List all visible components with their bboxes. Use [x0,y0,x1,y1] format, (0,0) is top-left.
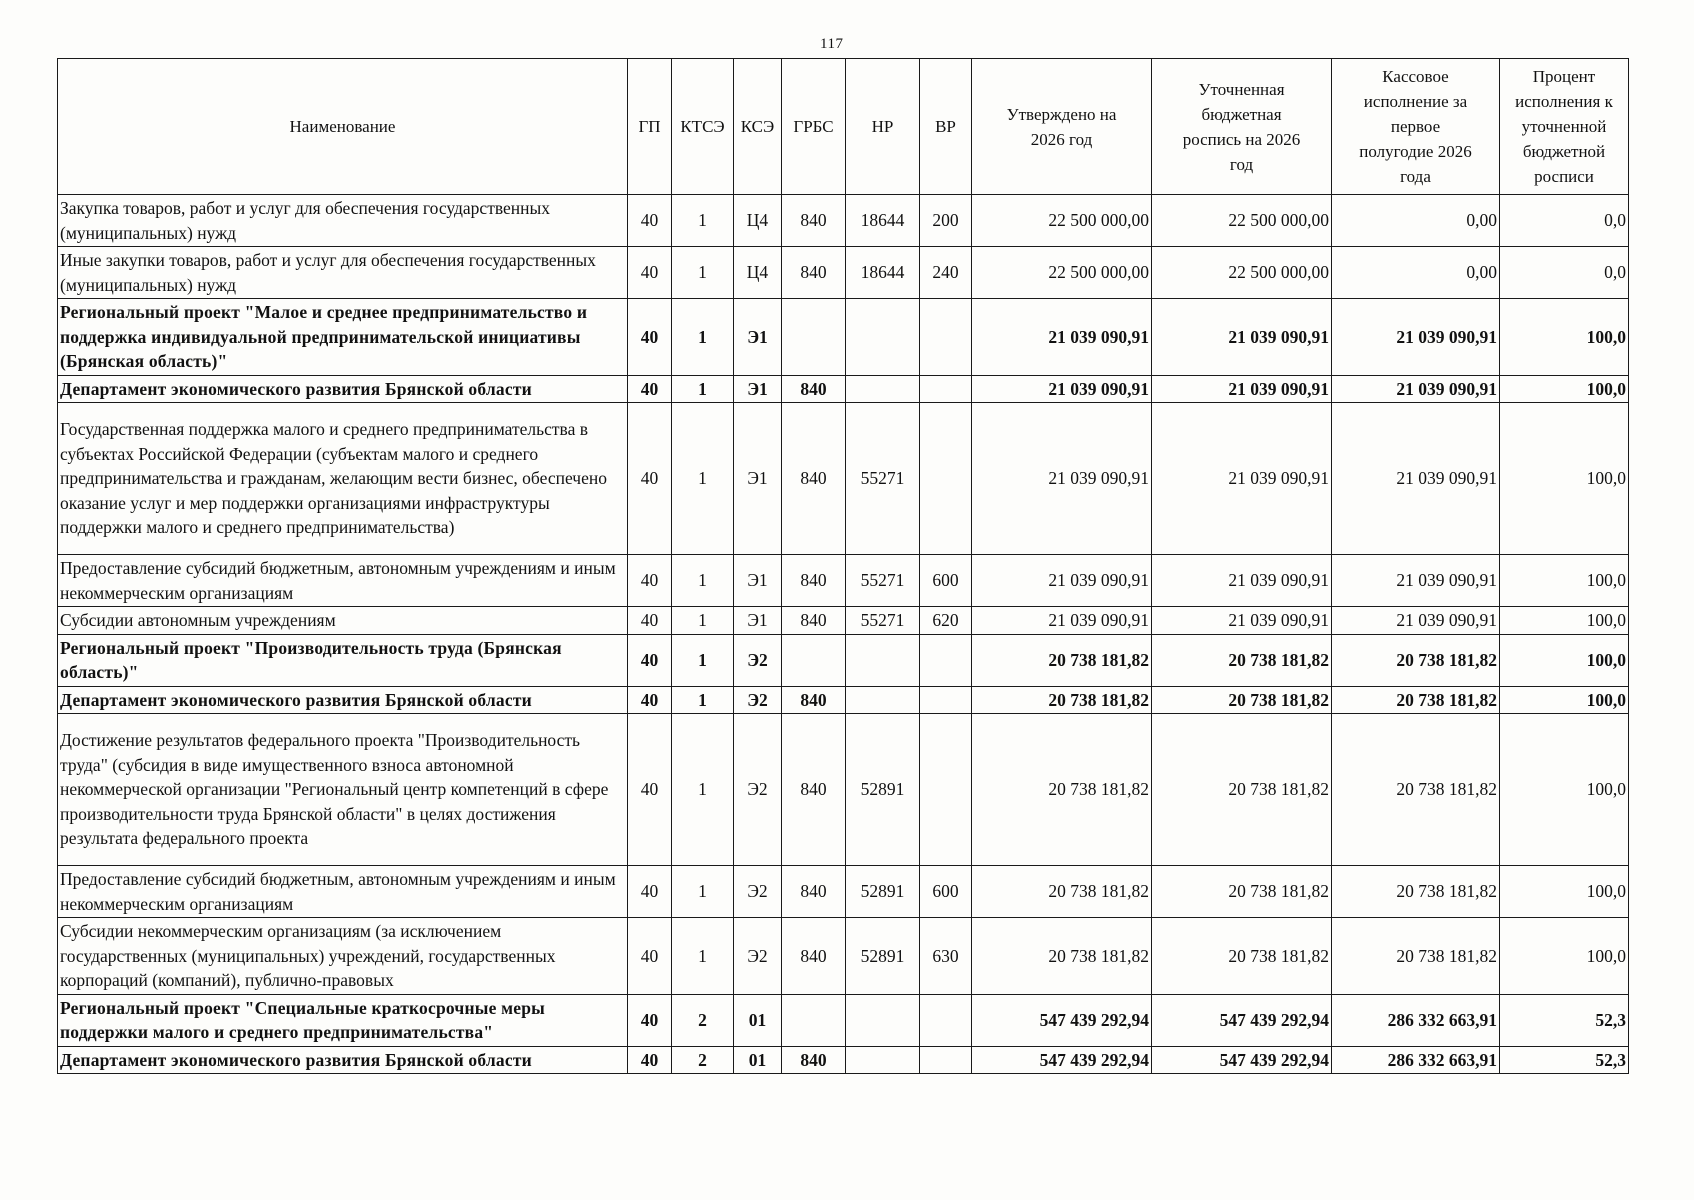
row-ktse: 1 [672,918,734,995]
row-gp: 40 [628,247,672,299]
row-ktse: 1 [672,247,734,299]
row-percent: 100,0 [1500,299,1629,376]
row-name: Закупка товаров, работ и услуг для обеспечения государственных (муниципальных) нужд [58,195,628,247]
row-grbs [782,299,846,376]
row-gp: 40 [628,686,672,714]
row-refined: 20 738 181,82 [1152,686,1332,714]
row-vr: 200 [920,195,972,247]
page-number: 117 [820,36,844,52]
row-percent: 100,0 [1500,686,1629,714]
row-kse: Э2 [734,634,782,686]
row-refined: 21 039 090,91 [1152,299,1332,376]
row-approved: 21 039 090,91 [972,375,1152,403]
row-refined: 22 500 000,00 [1152,195,1332,247]
row-grbs: 840 [782,607,846,635]
row-grbs [782,634,846,686]
row-refined: 21 039 090,91 [1152,403,1332,555]
row-approved: 20 738 181,82 [972,634,1152,686]
row-grbs: 840 [782,714,846,866]
row-cash: 20 738 181,82 [1332,686,1500,714]
table-row [58,994,1629,1046]
row-grbs: 840 [782,375,846,403]
table-row [58,607,1629,635]
row-ktse: 1 [672,195,734,247]
row-np: 18644 [846,195,920,247]
row-vr: 600 [920,555,972,607]
row-approved: 20 738 181,82 [972,918,1152,995]
row-np [846,299,920,376]
row-ktse: 1 [672,299,734,376]
row-grbs: 840 [782,403,846,555]
row-gp: 40 [628,195,672,247]
header-percent: Процент исполнения к уточненной бюджетной росписи [1500,59,1629,195]
row-np: 52891 [846,918,920,995]
row-grbs: 840 [782,866,846,918]
table-row [58,686,1629,714]
budget-execution-table [57,58,1629,1074]
row-cash: 0,00 [1332,247,1500,299]
row-vr: 630 [920,918,972,995]
row-kse: Э2 [734,714,782,866]
row-gp: 40 [628,918,672,995]
row-kse: Э2 [734,686,782,714]
row-vr [920,634,972,686]
table-row [58,247,1629,299]
row-kse: Э1 [734,555,782,607]
row-vr [920,299,972,376]
row-refined: 20 738 181,82 [1152,634,1332,686]
row-name: Государственная поддержка малого и среднего предпринимательства в субъектах Российской Федерации (субъектам малого и среднего предпринимательства и гражданам, желающим вести бизнес, обеспечено оказание услуг и мер поддержки организациями инфраструктуры поддержки малого и среднего предпринимательства) [58,403,628,555]
row-name: Департамент экономического развития Брянской области [58,375,628,403]
row-approved: 21 039 090,91 [972,607,1152,635]
header-ktse: КТСЭ [672,59,734,195]
row-percent: 100,0 [1500,714,1629,866]
row-kse: Ц4 [734,195,782,247]
row-grbs: 840 [782,195,846,247]
row-approved: 20 738 181,82 [972,714,1152,866]
row-approved: 20 738 181,82 [972,686,1152,714]
row-ktse: 1 [672,607,734,635]
row-vr: 600 [920,866,972,918]
row-cash: 21 039 090,91 [1332,555,1500,607]
row-ktse: 1 [672,555,734,607]
row-kse: 01 [734,994,782,1046]
row-percent: 100,0 [1500,918,1629,995]
row-cash: 20 738 181,82 [1332,918,1500,995]
row-percent: 100,0 [1500,634,1629,686]
row-kse: Ц4 [734,247,782,299]
table-row [58,555,1629,607]
header-kse: КСЭ [734,59,782,195]
row-grbs [782,994,846,1046]
header-cash: Кассовое исполнение за первое полугодие 2026 года [1332,59,1500,195]
row-np: 55271 [846,555,920,607]
row-vr [920,686,972,714]
row-np: 55271 [846,403,920,555]
row-ktse: 1 [672,375,734,403]
row-cash: 21 039 090,91 [1332,375,1500,403]
row-vr: 620 [920,607,972,635]
row-name: Иные закупки товаров, работ и услуг для обеспечения государственных (муниципальных) нужд [58,247,628,299]
table-row [58,403,1629,555]
row-percent: 100,0 [1500,403,1629,555]
row-approved: 547 439 292,94 [972,994,1152,1046]
row-refined: 20 738 181,82 [1152,714,1332,866]
row-ktse: 1 [672,714,734,866]
row-kse: Э2 [734,918,782,995]
row-approved: 21 039 090,91 [972,299,1152,376]
row-refined: 21 039 090,91 [1152,375,1332,403]
row-name: Департамент экономического развития Брянской области [58,686,628,714]
row-approved: 20 738 181,82 [972,866,1152,918]
row-gp: 40 [628,555,672,607]
row-cash: 21 039 090,91 [1332,403,1500,555]
row-percent: 0,0 [1500,247,1629,299]
row-np: 55271 [846,607,920,635]
row-ktse: 1 [672,403,734,555]
row-ktse: 1 [672,866,734,918]
row-refined: 547 439 292,94 [1152,994,1332,1046]
row-gp: 40 [628,994,672,1046]
header-approved: Утверждено на 2026 год [972,59,1152,195]
row-percent: 52,3 [1500,1046,1629,1074]
row-np [846,375,920,403]
table-body [58,195,1629,1074]
row-refined: 547 439 292,94 [1152,1046,1332,1074]
table-row [58,714,1629,866]
row-refined: 20 738 181,82 [1152,918,1332,995]
row-gp: 40 [628,299,672,376]
row-grbs: 840 [782,918,846,995]
table-row [58,375,1629,403]
row-np [846,686,920,714]
header-name: Наименование [58,59,628,195]
row-kse: Э1 [734,403,782,555]
row-np: 52891 [846,714,920,866]
row-kse: Э1 [734,607,782,635]
row-cash: 286 332 663,91 [1332,1046,1500,1074]
row-np: 18644 [846,247,920,299]
row-np: 52891 [846,866,920,918]
row-cash: 20 738 181,82 [1332,866,1500,918]
row-cash: 20 738 181,82 [1332,634,1500,686]
row-name: Департамент экономического развития Брянской области [58,1046,628,1074]
row-name: Региональный проект "Производительность труда (Брянская область)" [58,634,628,686]
row-approved: 21 039 090,91 [972,555,1152,607]
row-name: Достижение результатов федерального проекта "Производительность труда" (субсидия в виде имущественного взноса автономной некоммерческой организации "Региональный центр компетенций в сфере производительности труда Брянской области" в целях достижения результата федерального проекта [58,714,628,866]
header-vr: ВР [920,59,972,195]
header-grbs: ГРБС [782,59,846,195]
row-gp: 40 [628,866,672,918]
row-name: Региональный проект "Малое и среднее предпринимательство и поддержка индивидуальной предпринимательской инициативы (Брянская область)" [58,299,628,376]
row-gp: 40 [628,375,672,403]
row-ktse: 1 [672,634,734,686]
row-approved: 21 039 090,91 [972,403,1152,555]
row-gp: 40 [628,634,672,686]
row-gp: 40 [628,403,672,555]
row-percent: 100,0 [1500,866,1629,918]
row-grbs: 840 [782,686,846,714]
row-kse: Э1 [734,375,782,403]
row-np [846,634,920,686]
row-cash: 20 738 181,82 [1332,714,1500,866]
header-refined: Уточненная бюджетная роспись на 2026 год [1152,59,1332,195]
row-kse: Э2 [734,866,782,918]
table-row [58,866,1629,918]
header-gp: ГП [628,59,672,195]
row-percent: 100,0 [1500,555,1629,607]
row-refined: 21 039 090,91 [1152,555,1332,607]
row-vr [920,403,972,555]
row-percent: 0,0 [1500,195,1629,247]
row-grbs: 840 [782,247,846,299]
row-percent: 100,0 [1500,375,1629,403]
header-np: НР [846,59,920,195]
table-row [58,195,1629,247]
table-row [58,299,1629,376]
row-refined: 21 039 090,91 [1152,607,1332,635]
row-approved: 22 500 000,00 [972,247,1152,299]
row-ktse: 1 [672,686,734,714]
row-cash: 286 332 663,91 [1332,994,1500,1046]
row-cash: 21 039 090,91 [1332,299,1500,376]
row-cash: 0,00 [1332,195,1500,247]
row-vr [920,1046,972,1074]
row-percent: 100,0 [1500,607,1629,635]
row-kse: Э1 [734,299,782,376]
row-cash: 21 039 090,91 [1332,607,1500,635]
row-grbs: 840 [782,1046,846,1074]
row-approved: 547 439 292,94 [972,1046,1152,1074]
row-gp: 40 [628,714,672,866]
row-name: Региональный проект "Специальные краткосрочные меры поддержки малого и среднего предпринимательства" [58,994,628,1046]
row-vr [920,375,972,403]
row-name: Субсидии автономным учреждениям [58,607,628,635]
table-row [58,1046,1629,1074]
row-name: Субсидии некоммерческим организациям (за исключением государственных (муниципальных) учреждений, государственных корпораций (компаний), публично-правовых [58,918,628,995]
row-ktse: 2 [672,994,734,1046]
table-row [58,918,1629,995]
row-name: Предоставление субсидий бюджетным, автономным учреждениям и иным некоммерческим организациям [58,866,628,918]
row-grbs: 840 [782,555,846,607]
row-np [846,994,920,1046]
row-name: Предоставление субсидий бюджетным, автономным учреждениям и иным некоммерческим организациям [58,555,628,607]
row-gp: 40 [628,1046,672,1074]
row-vr [920,994,972,1046]
row-refined: 20 738 181,82 [1152,866,1332,918]
row-vr [920,714,972,866]
row-np [846,1046,920,1074]
row-approved: 22 500 000,00 [972,195,1152,247]
row-kse: 01 [734,1046,782,1074]
row-ktse: 2 [672,1046,734,1074]
row-vr: 240 [920,247,972,299]
row-gp: 40 [628,607,672,635]
row-percent: 52,3 [1500,994,1629,1046]
table-header-row [58,59,1629,195]
table-row [58,634,1629,686]
row-refined: 22 500 000,00 [1152,247,1332,299]
